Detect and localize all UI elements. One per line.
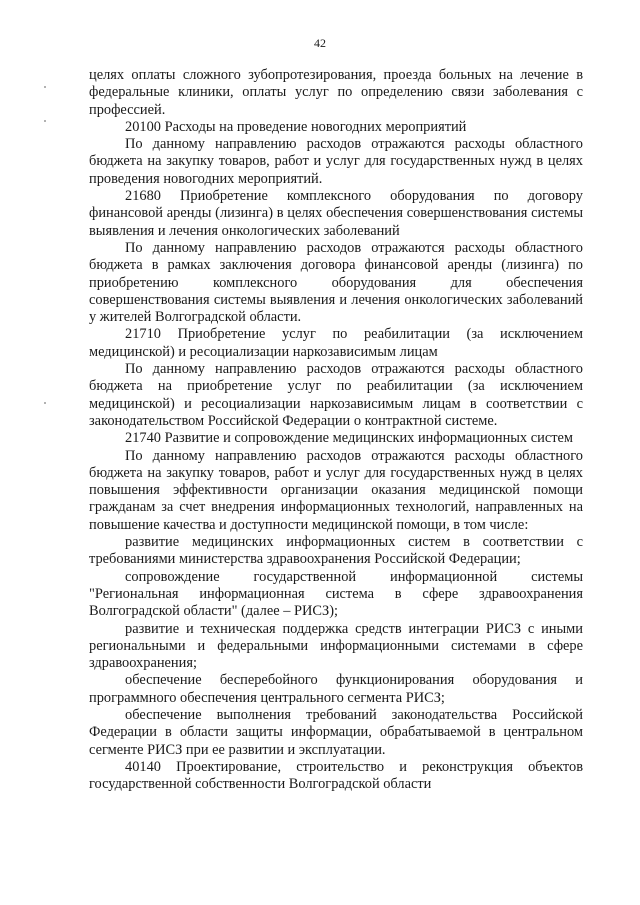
- paragraph: сопровождение государственной информационной системы "Региональная информационная система в сфере здравоохранения Волгоградской области" (далее – РИСЗ);: [89, 568, 583, 620]
- document-body: [89, 67, 583, 793]
- paragraph: обеспечение бесперебойного функционирования оборудования и программного обеспечения центрального сегмента РИСЗ;: [89, 672, 583, 706]
- paragraph: 21680 Приобретение комплексного оборудования по договору финансовой аренды (лизинга) в целях обеспечения совершенствования системы выявления и лечения онкологических заболеваний: [89, 188, 583, 239]
- paragraph: целях оплаты сложного зубопротезирования, проезда больных на лечение в федеральные клиники, оплаты услуг по определению связи заболевания с профессией.: [89, 67, 583, 118]
- margin-mark: [44, 120, 46, 122]
- paragraph: 20100 Расходы на проведение новогодних мероприятий: [125, 118, 467, 135]
- paragraph: развитие медицинских информационных систем в соответствии с требованиями министерства здравоохранения Российской Федерации;: [89, 534, 583, 568]
- paragraph: обеспечение выполнения требований законодательства Российской Федерации в области защиты информации, обрабатываемой в центральном сегменте РИСЗ при ее развитии и эксплуатации.: [89, 706, 583, 758]
- paragraph: По данному направлению расходов отражаются расходы областного бюджета на закупку товаров, работ и услуг для государственных нужд в целях повышения эффективности организации оказания медицинской помощи гражданам за счет внедрения информационных технологий, направленных на повышение качества и доступности медицинской помощи, в том числе:: [89, 447, 583, 533]
- paragraph: 40140 Проектирование, строительство и реконструкция объектов государственной собственности Волгоградской области: [89, 758, 583, 793]
- margin-mark: [44, 86, 46, 88]
- paragraph: развитие и техническая поддержка средств интеграции РИСЗ с иными региональными и федеральными информационными системами в сфере здравоохранения;: [89, 620, 583, 672]
- page-number: 42: [314, 36, 326, 50]
- margin-mark: [44, 402, 46, 404]
- paragraph: По данному направлению расходов отражаются расходы областного бюджета в рамках заключения договора финансовой аренды (лизинга) по приобретению комплексного оборудования для обеспечения совершенствования системы выявления и лечения онкологических заболеваний у жителей Волгоградской области.: [89, 239, 583, 326]
- paragraph: 21740 Развитие и сопровождение медицинских информационных систем: [125, 430, 573, 447]
- paragraph: По данному направлению расходов отражаются расходы областного бюджета на закупку товаров, работ и услуг для государственных нужд в целях проведения новогодних мероприятий.: [89, 136, 583, 187]
- paragraph: 21710 Приобретение услуг по реабилитации (за исключением медицинской) и ресоциализации наркозависимым лицам: [89, 326, 583, 360]
- paragraph: По данному направлению расходов отражаются расходы областного бюджета на приобретение услуг по реабилитации (за исключением медицинской) и ресоциализации наркозависимым лицам в соответствии с законодательством Российской Федерации о контрактной системе.: [89, 361, 583, 429]
